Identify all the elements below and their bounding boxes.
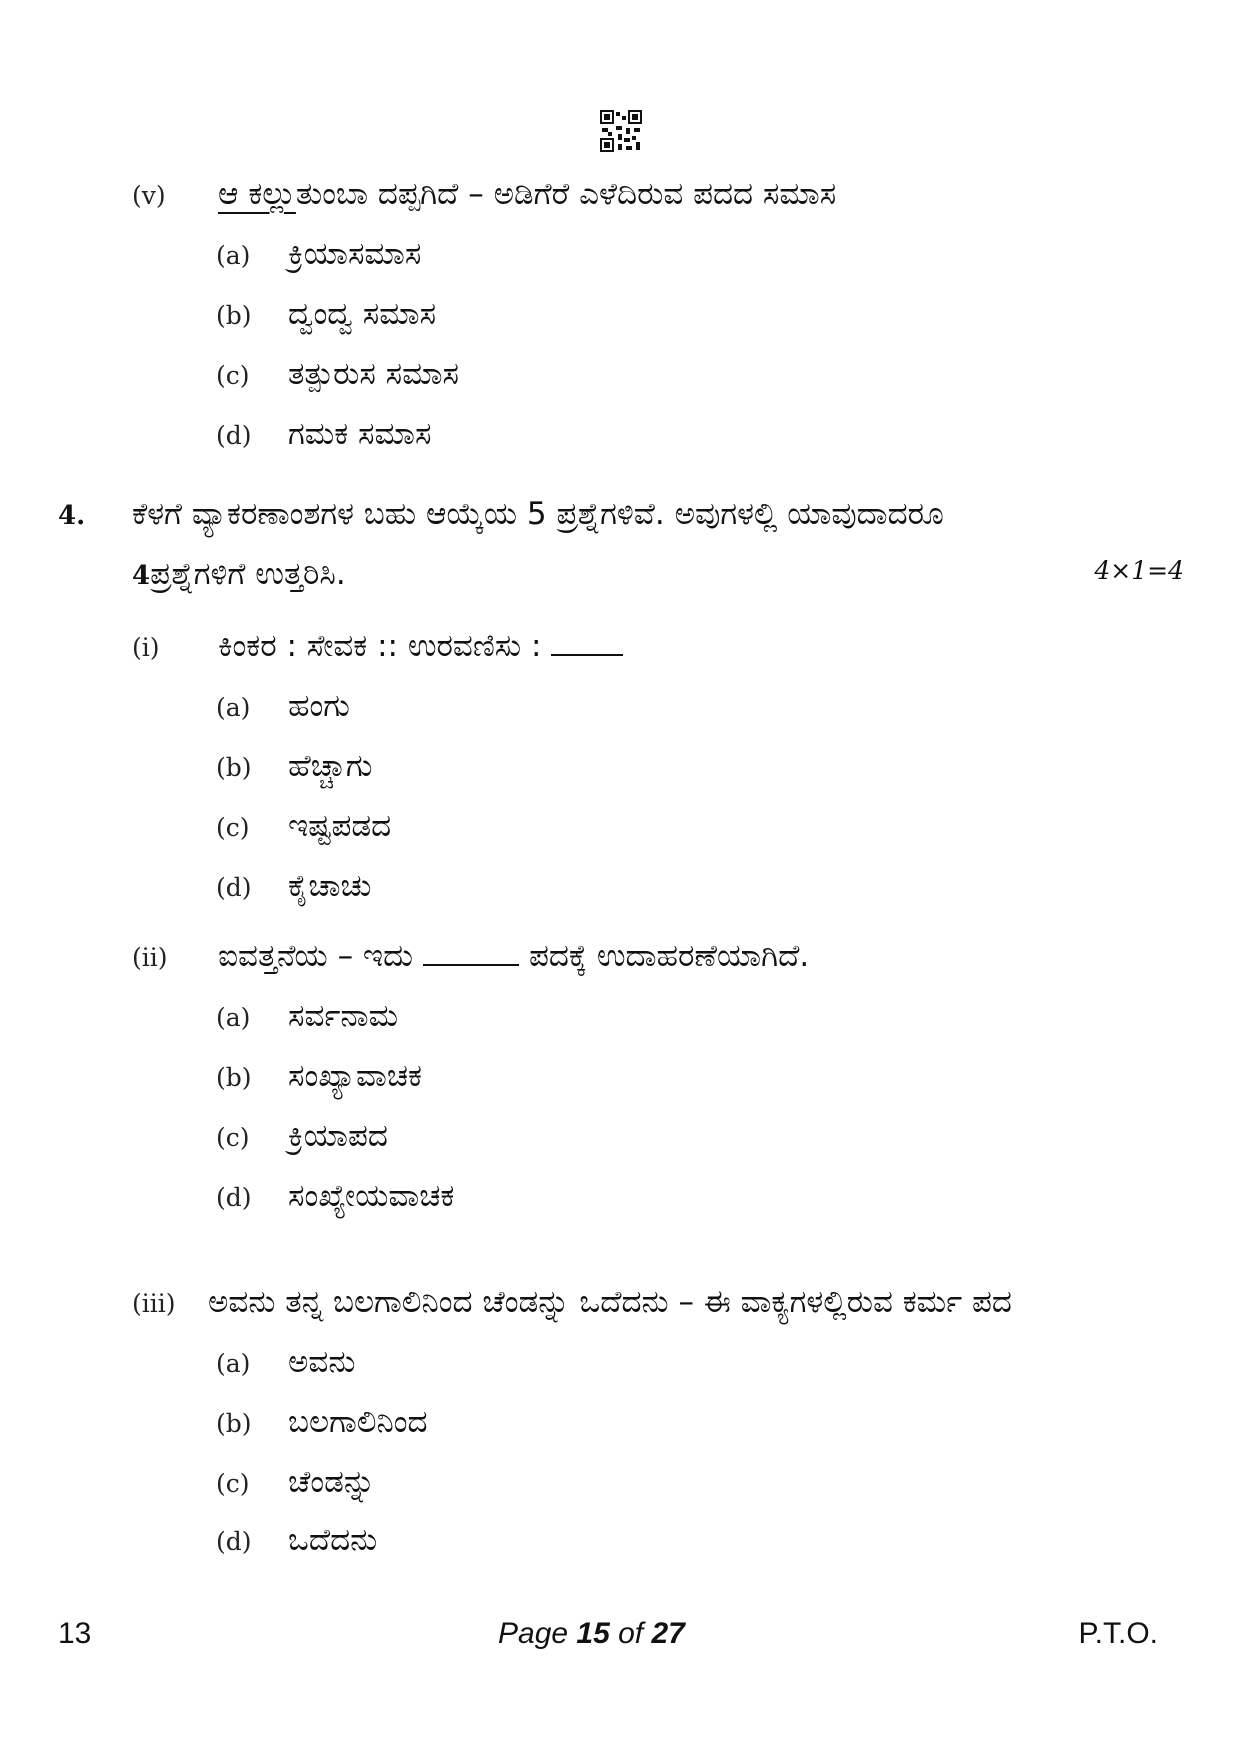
underlined-phrase: ಆ ಕಲ್ಲು [218, 176, 296, 212]
option-text: ಚೆಂಡನ್ನು [288, 1464, 376, 1500]
option-i-b [216, 748, 373, 785]
option-label: (d) [216, 421, 252, 450]
pto-label: P.T.O. [1078, 1617, 1158, 1650]
page-total: 27 [651, 1617, 685, 1650]
option-text: ಸಂಖ್ಯೇಯವಾಚಕ [288, 1178, 455, 1214]
question-instruction: ಕೆಳಗೆ ವ್ಯಾಕರಣಾಂಶಗಳ ಬಹು ಆಯ್ಕೆಯ 5 ಪ್ರಶ್ನೆಗಳಿವೆ. ಅವುಗಳಲ್ಲಿ ಯಾವುದಾದರೂ [132, 496, 944, 532]
option-label: (b) [216, 1063, 252, 1092]
option-text: ಬಲಗಾಲಿನಿಂದ [288, 1404, 428, 1440]
option-text: ಒದೆದನು [288, 1522, 378, 1558]
option-label: (d) [216, 873, 252, 902]
qr-code-icon [600, 110, 642, 152]
question-number: 4. [58, 501, 86, 531]
option-text: ಅವನು [288, 1344, 356, 1380]
question-ii [132, 938, 809, 975]
page-prefix: Page [498, 1617, 577, 1650]
question-text: ತುಂಬಾ ದಪ್ಪಗಿದೆ – ಅಡಿಗೆರೆ ಎಳೆದಿರುವ ಪದದ ಸಮಾಸ [295, 176, 837, 212]
page-indicator [498, 1617, 685, 1651]
question-label: (iii) [132, 1289, 176, 1318]
option-label: (c) [216, 1469, 250, 1498]
option-label: (a) [216, 1349, 251, 1378]
option-i-d [216, 868, 372, 905]
option-iii-b [216, 1404, 428, 1441]
question-4-line2 [132, 556, 346, 593]
option-text: ಹೆಚ್ಚಾಗು [288, 748, 373, 784]
option-text: ಸಂಖ್ಯಾವಾಚಕ [288, 1058, 422, 1094]
option-label: (b) [216, 753, 252, 782]
page-of: of [609, 1617, 652, 1650]
question-4-line1 [58, 496, 944, 533]
option-text: ತತ್ಪುರುಸ ಸಮಾಸ [288, 356, 460, 392]
question-label: (i) [132, 633, 160, 662]
option-i-c [216, 808, 391, 845]
option-text: ಗಮಕ ಸಮಾಸ [288, 416, 432, 452]
option-label: (c) [216, 813, 250, 842]
question-label: (ii) [132, 943, 168, 972]
option-v-b [216, 296, 436, 333]
question-text: ಅವನು ತನ್ನ ಬಲಗಾಲಿನಿಂದ ಚೆಂಡನ್ನು ಒದೆದನು – ಈ ವಾಕ್ಯಗಳಲ್ಲಿರುವ ಕರ್ಮ ಪದ [208, 1284, 1012, 1320]
option-text: ಇಷ್ಟಪಡದ [288, 808, 392, 844]
option-label: (a) [216, 1003, 251, 1032]
option-text: ಹಂಗು [288, 688, 350, 724]
marks-allotment: 4×1=4 [1094, 556, 1184, 585]
option-text: ದ್ವಂದ್ವ ಸಮಾಸ [288, 296, 437, 332]
option-text: ಸರ್ವನಾಮ [288, 998, 399, 1034]
option-label: (b) [216, 301, 252, 330]
question-label: (v) [132, 181, 166, 210]
option-iii-c [216, 1464, 375, 1501]
option-ii-a [216, 998, 398, 1035]
option-v-a [216, 236, 421, 273]
option-v-d [216, 416, 431, 453]
option-iii-d [216, 1522, 377, 1559]
option-label: (b) [216, 1409, 252, 1438]
option-iii-a [216, 1344, 355, 1381]
answer-blank [423, 963, 519, 966]
question-text: ಐವತ್ತನೆಯ – ಇದು [218, 938, 413, 974]
question-instruction-cont: ಪ್ರಶ್ನೆಗಳಿಗೆ ಉತ್ತರಿಸಿ. [150, 556, 346, 592]
question-text: ಕಿಂಕರ : ಸೇವಕ :: ಉರವಣಿಸು : [218, 628, 542, 664]
option-i-a [216, 688, 350, 725]
question-text-cont: ಪದಕ್ಕೆ ಉದಾಹರಣೆಯಾಗಿದೆ. [528, 938, 810, 974]
option-label: (c) [216, 361, 250, 390]
page-current: 15 [576, 1617, 610, 1650]
option-text: ಕ್ರಿಯಾಸಮಾಸ [288, 236, 422, 272]
option-text: ಕೈಚಾಚು [288, 868, 372, 904]
option-label: (a) [216, 693, 251, 722]
option-ii-b [216, 1058, 422, 1095]
option-label: (c) [216, 1123, 250, 1152]
question-v [132, 176, 836, 213]
option-ii-d [216, 1178, 454, 1215]
question-i [132, 628, 623, 665]
option-v-c [216, 356, 459, 393]
option-text: ಕ್ರಿಯಾಪದ [288, 1118, 388, 1154]
option-ii-c [216, 1118, 388, 1155]
option-label: (a) [216, 241, 251, 270]
question-count: 4 [132, 561, 151, 591]
option-label: (d) [216, 1527, 252, 1556]
answer-blank [551, 653, 623, 656]
paper-code: 13 [58, 1617, 92, 1650]
question-iii [132, 1284, 1012, 1321]
option-label: (d) [216, 1183, 252, 1212]
